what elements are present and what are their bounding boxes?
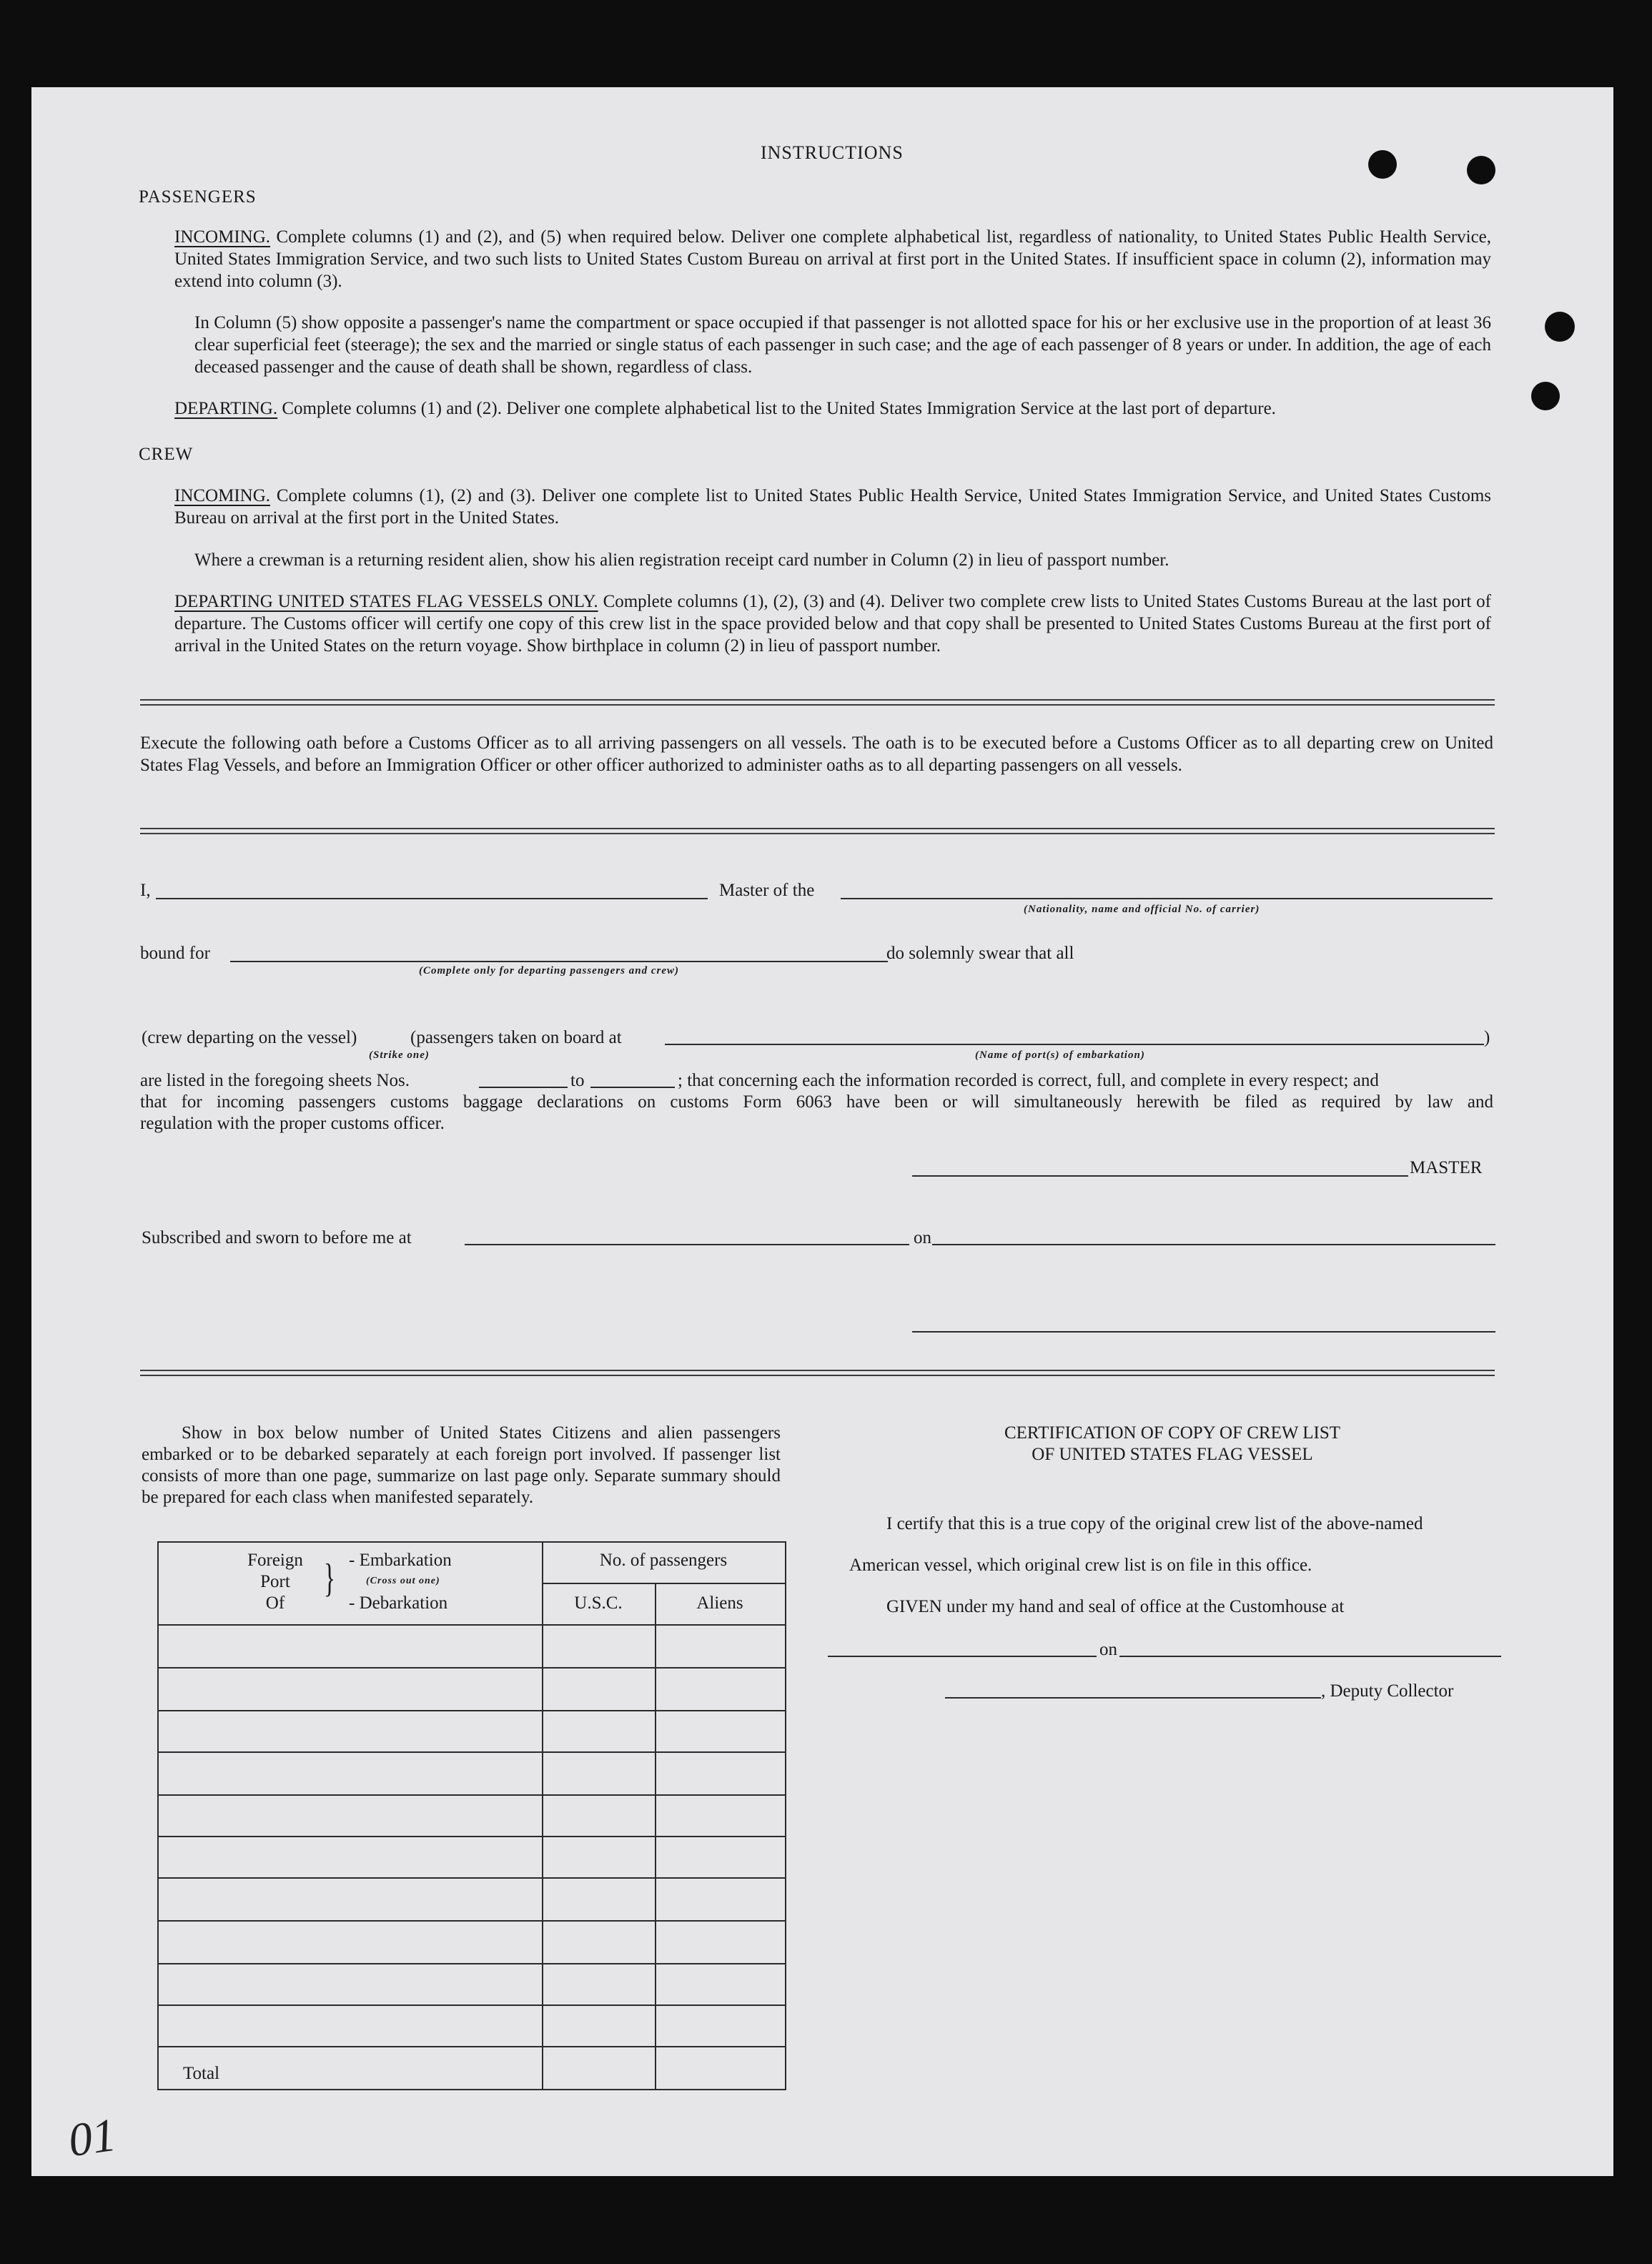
- punch-hole: [1531, 382, 1560, 410]
- listed-suffix: ; that concerning each the information recorded is correct, full, and complete in every respect; and: [678, 1071, 1379, 1090]
- crew-incoming-paragraph: [174, 485, 1491, 529]
- bound-for-label: bound for: [140, 944, 210, 963]
- listed-prefix: are listed in the foregoing sheets Nos.: [140, 1071, 410, 1090]
- crew-departing-label: DEPARTING UNITED STATES FLAG VESSELS ONLY.: [174, 592, 598, 611]
- carrier-field[interactable]: [841, 898, 1493, 899]
- passengers-incoming-text: Complete columns (1) and (2), and (5) when required below. Deliver one complete alphabetical list, regardless of nationality, to United States Public Health Service, United States Immigration Service, and two such lists to United States Custom Bureau on arrival at first port in the United States. If insufficient space in column (2), information may extend into column (3).: [174, 227, 1492, 291]
- certification-title-1: CERTIFICATION OF COPY OF CREW LIST: [1004, 1423, 1341, 1443]
- debarkation-option[interactable]: - Debarkation: [349, 1593, 448, 1613]
- strike-one-hint: (Strike one): [369, 1049, 430, 1061]
- deputy-collector-label: , Deputy Collector: [1321, 1681, 1454, 1701]
- carrier-hint: (Nationality, name and official No. of carrier): [1024, 904, 1260, 915]
- certification-line-1: I certify that this is a true copy of the original crew list of the above-named: [886, 1514, 1423, 1533]
- sheet-to-field[interactable]: [590, 1087, 675, 1088]
- header-of: Of: [265, 1593, 285, 1613]
- master-name-field[interactable]: [156, 898, 708, 899]
- swear-label: do solemnly swear that all: [886, 944, 1074, 963]
- page-title: INSTRUCTIONS: [761, 142, 904, 163]
- divider: [140, 1370, 1495, 1376]
- passengers-departing-paragraph: [174, 397, 1491, 420]
- summary-instructions: Show in box below number of United States Citizens and alien passengers embarked or to be debarked separately at each foreign port involved. If passenger list consists of more than one page, summarize on last page only. Separate summary should be prepared for each class when manifested separately.: [142, 1423, 781, 1507]
- sheet-from-field[interactable]: [479, 1087, 568, 1088]
- certification-title-2: OF UNITED STATES FLAG VESSEL: [1032, 1445, 1313, 1464]
- passengers-departing-label: DEPARTING.: [174, 399, 278, 418]
- certification-date-field[interactable]: [1119, 1656, 1501, 1657]
- divider: [140, 699, 1495, 706]
- cross-out-hint: (Cross out one): [366, 1576, 440, 1586]
- punch-hole: [1368, 150, 1397, 179]
- ports-hint: (Name of port(s) of embarkation): [975, 1049, 1145, 1061]
- listed-line-2: that for incoming passengers customs baggage declarations on customs Form 6063 have been or will simultaneously herewith be filed as required by law and: [140, 1092, 1493, 1112]
- passengers-heading: PASSENGERS: [139, 187, 257, 207]
- master-signature-field[interactable]: [912, 1175, 1408, 1177]
- crew-incoming-label: INCOMING.: [174, 486, 271, 505]
- punch-hole: [1545, 312, 1575, 342]
- crew-resident-paragraph: Where a crewman is a returning resident alien, show his alien registration receipt card number in Column (2) in lieu of passport number.: [194, 550, 1169, 570]
- crew-heading: CREW: [139, 445, 194, 464]
- passengers-column5-paragraph: In Column (5) show opposite a passenger's name the compartment or space occupied if that passenger is not allotted space for his or her exclusive use in the proportion of at least 36 clear superficial feet (steerage); the sex and the married or single status of each passenger in such case; and the age of each passenger of 8 years or under. In addition, the age of each deceased passenger and the cause of death shall be shown, regardless of class.: [194, 313, 1491, 377]
- listed-line-3: regulation with the proper customs officer.: [140, 1114, 445, 1133]
- subscribed-label: Subscribed and sworn to before me at: [142, 1228, 412, 1247]
- master-of-the-label: Master of the: [719, 881, 815, 900]
- usc-header: U.S.C.: [574, 1593, 623, 1613]
- close-paren: ): [1484, 1028, 1490, 1047]
- sworn-on-field[interactable]: [932, 1244, 1495, 1245]
- crew-departing-option[interactable]: (crew departing on the vessel): [142, 1028, 357, 1047]
- master-label: MASTER: [1410, 1158, 1483, 1177]
- punch-hole: [1467, 156, 1495, 184]
- passengers-incoming-label: INCOMING.: [174, 227, 271, 247]
- header-port: Port: [260, 1572, 290, 1591]
- crew-departing-text: Complete columns (1), (2), (3) and (4). Deliver two complete crew lists to United States Customs Bureau at the last port of departure. The Customs officer will certify one copy of this crew list in the space provided below and that copy shall be presented to United States Customs Bureau at the first port of arrival in the United States on the return voyage. Show birthplace in column (2) in lieu of passport number.: [174, 592, 1492, 656]
- passengers-taken-option[interactable]: (passengers taken on board at: [410, 1028, 622, 1047]
- port-of-embarkation-field[interactable]: [665, 1044, 1484, 1045]
- to-label: to: [570, 1071, 585, 1090]
- brace-icon: }: [323, 1556, 336, 1601]
- certification-line-2: American vessel, which original crew list is on file in this office.: [849, 1556, 1312, 1575]
- deputy-collector-signature-field[interactable]: [945, 1697, 1321, 1699]
- bound-for-hint: (Complete only for departing passengers and crew): [419, 965, 679, 977]
- header-foreign: Foreign: [247, 1551, 303, 1570]
- no-of-passengers-header: No. of passengers: [599, 1551, 728, 1570]
- total-label: Total: [183, 2064, 220, 2083]
- crew-incoming-text: Complete columns (1), (2) and (3). Deliver one complete list to United States Public Health Service, United States Immigration Service, and United States Customs Bureau on arrival at the first port in the United States.: [174, 486, 1492, 528]
- oath-intro-paragraph: Execute the following oath before a Customs Officer as to all arriving passengers on all vessels. The oath is to be executed before a Customs Officer as to all departing crew on United States Flag Vessels, and before an Immigration Officer or other officer authorized to administer oaths as to all departing passengers on all vessels.: [140, 733, 1493, 775]
- officer-signature-field[interactable]: [912, 1331, 1495, 1333]
- divider: [140, 828, 1495, 834]
- certification-on-label: on: [1099, 1640, 1117, 1659]
- bound-for-field[interactable]: [230, 961, 888, 962]
- handwritten-mark: 01: [65, 2108, 119, 2167]
- passengers-departing-text: Complete columns (1) and (2). Deliver one complete alphabetical list to the United States Immigration Service at the last port of departure.: [282, 399, 1276, 418]
- sworn-at-field[interactable]: [465, 1244, 909, 1245]
- customhouse-field[interactable]: [828, 1656, 1097, 1657]
- certification-line-3: GIVEN under my hand and seal of office at the Customhouse at: [886, 1597, 1345, 1616]
- aliens-header: Aliens: [696, 1593, 743, 1613]
- oath-i-label: I,: [140, 881, 151, 900]
- passengers-incoming-paragraph: [174, 226, 1491, 292]
- on-label: on: [914, 1228, 931, 1247]
- embarkation-option[interactable]: - Embarkation: [349, 1551, 452, 1570]
- crew-departing-paragraph: [174, 590, 1491, 657]
